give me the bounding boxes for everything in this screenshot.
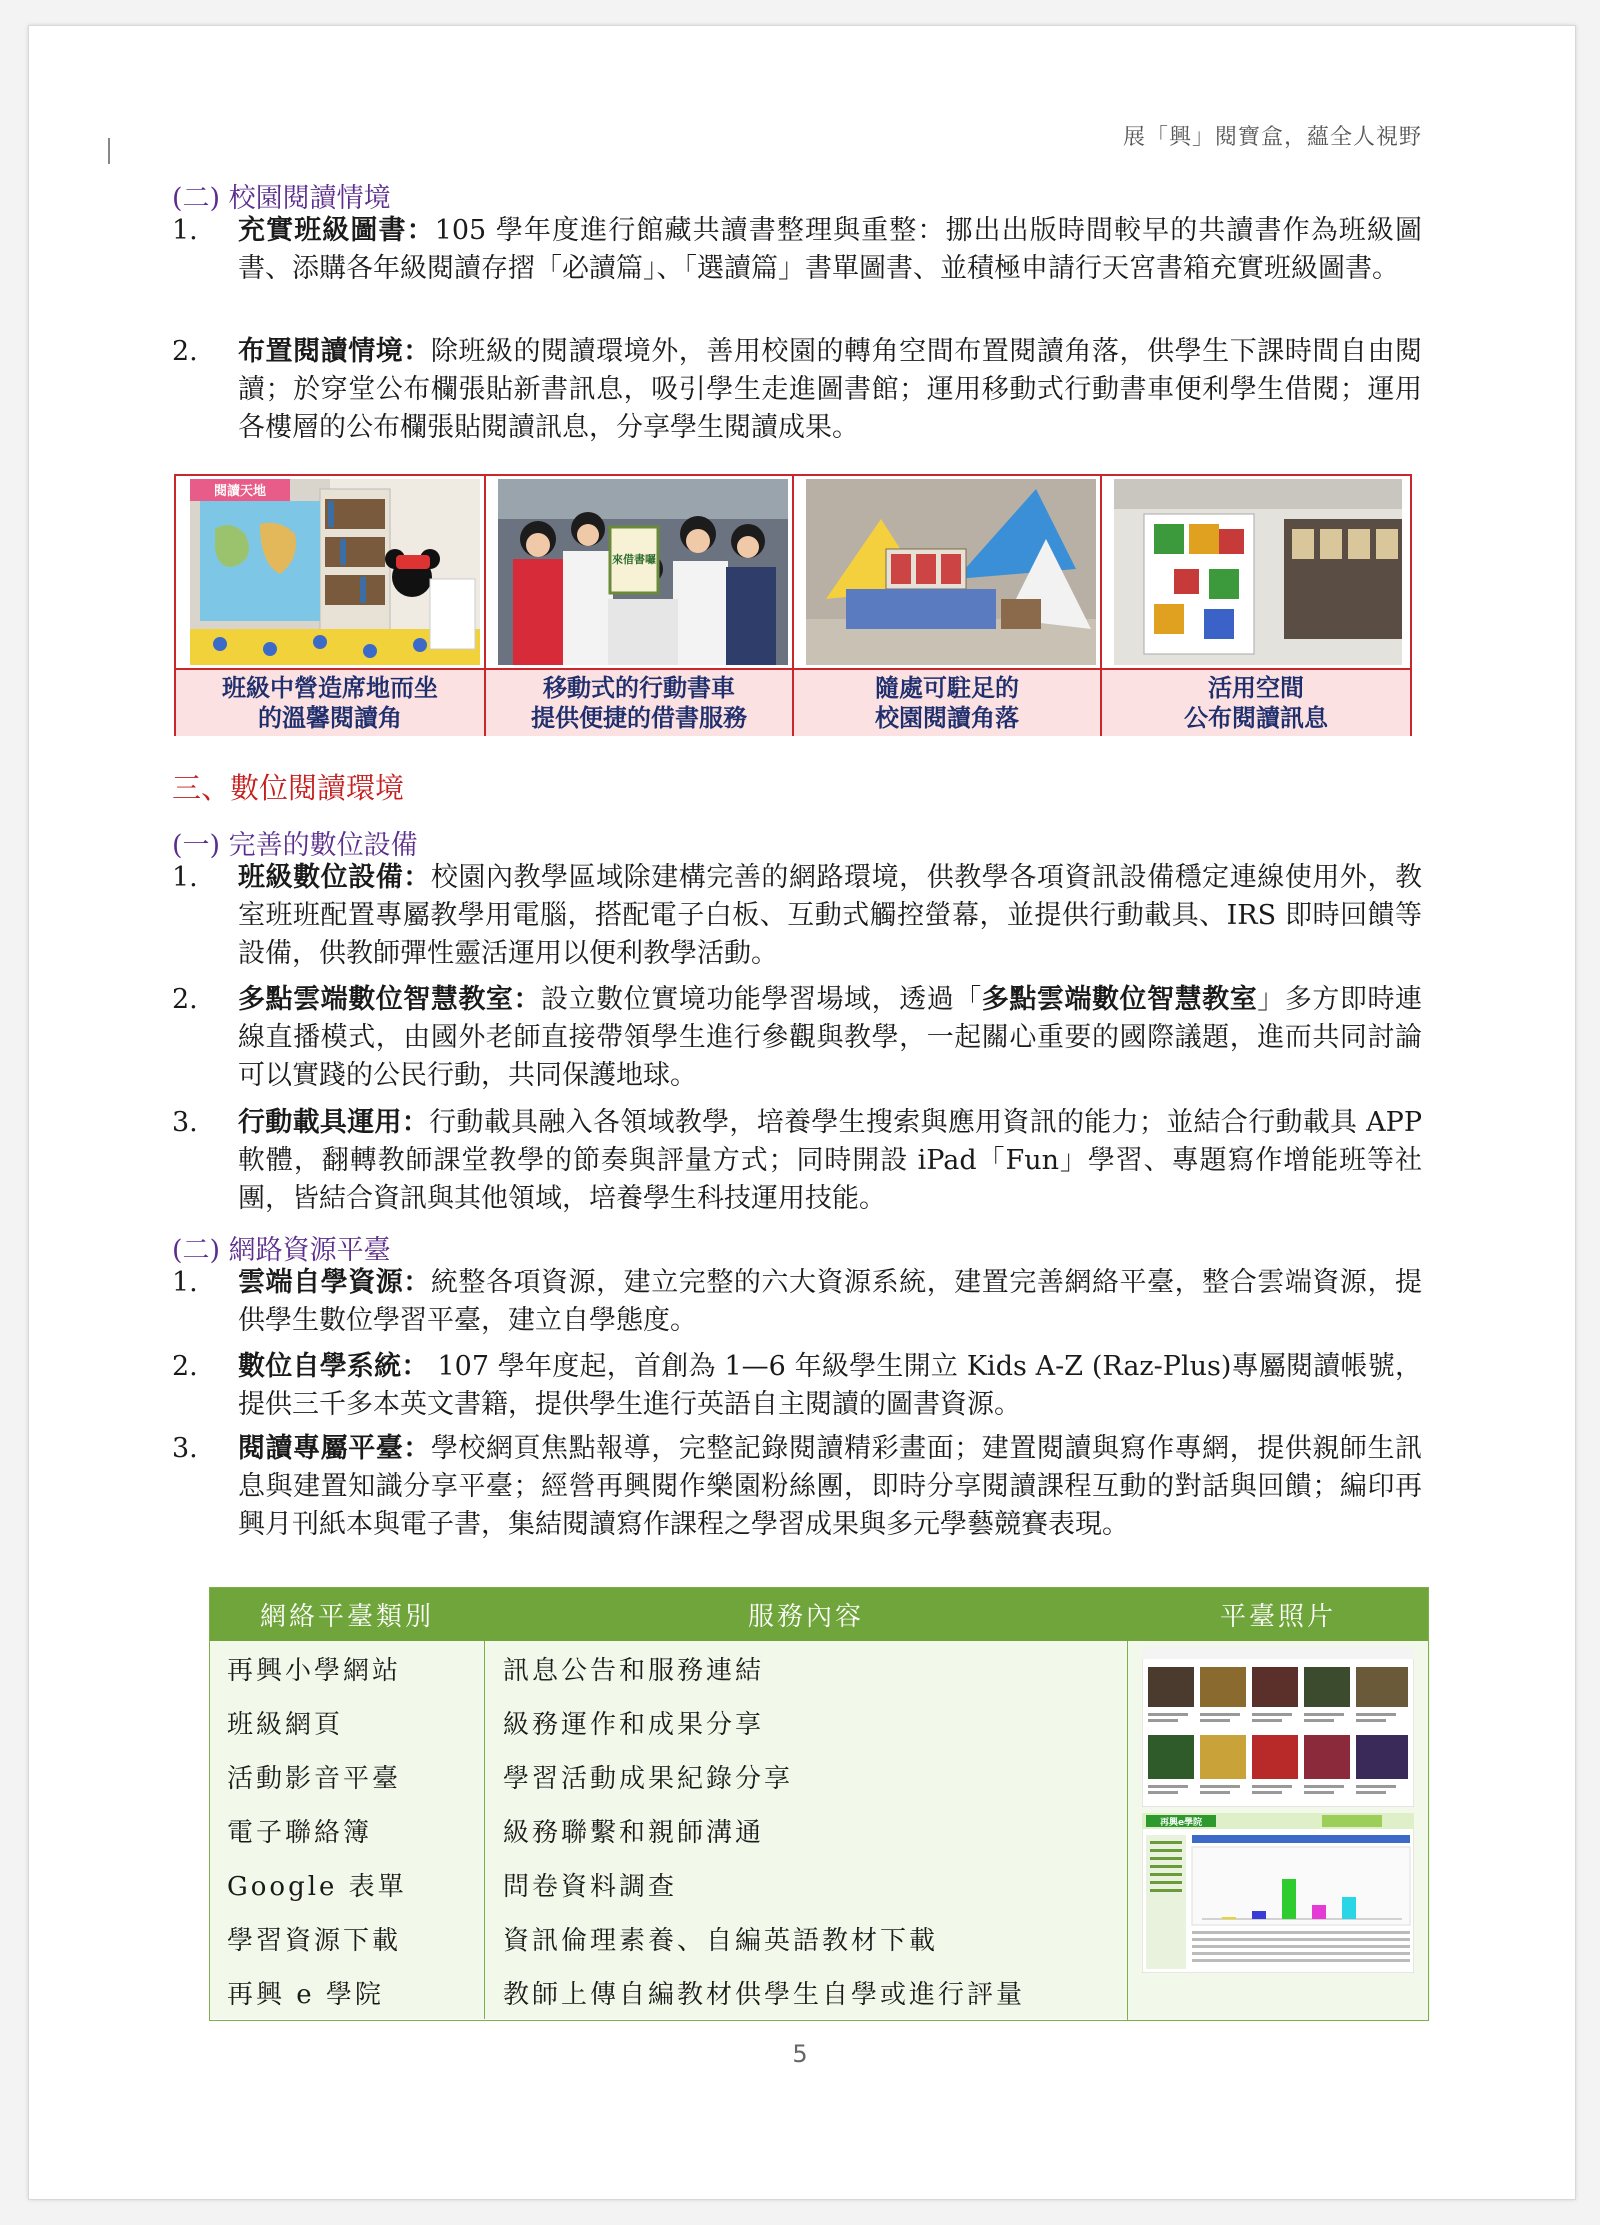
table-row — [209, 1695, 1127, 1750]
photo-bulletin-board — [1114, 479, 1402, 665]
photo-caption-row — [176, 668, 1410, 736]
item-number: 1. — [172, 1267, 198, 1298]
table-row — [209, 1803, 1127, 1858]
elearning-logo: 再興e學院 — [1159, 1818, 1203, 1828]
section-title-digital: 三、數位閱讀環境 — [172, 771, 405, 805]
cell-category: 再興小學網站 — [209, 1641, 485, 1695]
caption-line: 移動式的行動書車 — [543, 674, 735, 702]
item-text: 學校網頁焦點報導，完整記錄閱讀精彩畫面；建置閱讀與寫作專網，提供親師生訊息與建置知識分享平臺；經營再興閱作樂園粉絲團，即時分享閱讀課程互動的對話與回饋；編印再興月刊紙本與電子書，集結閱讀寫作課程之學習成果與多元學藝競賽表現。 — [238, 1433, 1423, 1540]
platform-table — [209, 1587, 1429, 2021]
item-term: 多點雲端數位智慧教室： — [238, 984, 542, 1015]
item-term: 閱讀專屬平臺： — [238, 1433, 431, 1464]
sign-cart: 來借書囉 — [612, 553, 656, 566]
cell-service: 問卷資料調查 — [503, 1871, 678, 1902]
cell-service: 學習活動成果紀錄分享 — [503, 1763, 794, 1794]
subheading-digital-devices: (一) 完善的數位設備 — [172, 830, 418, 861]
subheading-network-platform: (二) 網路資源平臺 — [172, 1235, 391, 1266]
item-text: 行動載具融入各領域教學，培養學生搜索與應用資訊的能力；並結合行動載具 APP 軟體，翻轉教師課堂教學的節奏與評量方式；同時開設 iPad「Fun」學習、專題寫作增能班等社團，皆結合資訊與其他領域，培養學生科技運用技能。 — [238, 1107, 1423, 1214]
cell-category: 再興 e 學院 — [209, 1965, 485, 2019]
item-number: 2. — [172, 984, 198, 1015]
cell-category: 班級網頁 — [209, 1695, 485, 1749]
cell-service: 級務運作和成果分享 — [503, 1709, 765, 1740]
photo-caption — [794, 670, 1100, 736]
photo-reading-corner — [190, 479, 480, 665]
platform-photo-cell — [1127, 1641, 1430, 2021]
photo-campus-corner — [806, 479, 1096, 665]
column-header-photo: 平臺照片 — [1219, 1601, 1336, 1632]
column-header-category: 網絡平臺類別 — [259, 1601, 434, 1632]
photo-divider — [792, 476, 794, 668]
cell-category: 電子聯絡簿 — [209, 1803, 485, 1857]
caption-line: 班級中營造席地而坐 — [222, 674, 438, 702]
item-text: 除班級的閱讀環境外，善用校園的轉角空間布置閱讀角落，供學生下課時間自由閱讀；於穿堂公布欄張貼新書訊息，吸引學生走進圖書館；運用移動式行動書車便利學生借閱；運用各樓層的公布欄張貼閱讀訊息，分享學生閱讀成果。 — [238, 336, 1423, 443]
list-item — [172, 1430, 1422, 1544]
running-header: 展「興」閱寶盒，蘊全人視野 — [1122, 125, 1422, 150]
cell-category: Google 表單 — [209, 1857, 485, 1911]
cell-service: 級務聯繫和親師溝通 — [503, 1817, 765, 1848]
item-number: 1. — [172, 862, 198, 893]
photo-caption — [176, 670, 484, 736]
item-term: 行動載具運用： — [238, 1107, 430, 1138]
cell-service: 訊息公告和服務連結 — [503, 1655, 765, 1686]
item-text: 設立數位實境功能學習場域，透過「 — [541, 984, 982, 1015]
cell-category: 學習資源下載 — [209, 1911, 485, 1965]
caption-line: 提供便捷的借書服務 — [531, 704, 747, 732]
sign-reading-corner: 閱讀天地 — [213, 484, 267, 499]
list-item — [172, 1264, 1422, 1340]
item-text: 統整各項資源，建立完整的六大資源系統，建置完善網絡平臺，整合雲端資源，提供學生數位學習平臺，建立自學態度。 — [238, 1267, 1423, 1336]
item-number: 2. — [172, 1351, 198, 1382]
column-header-service: 服務內容 — [747, 1601, 864, 1632]
subheading-campus-reading: (二) 校園閱讀情境 — [172, 183, 391, 214]
item-term: 布置閱讀情境： — [238, 336, 431, 367]
cell-category: 活動影音平臺 — [209, 1749, 485, 1803]
margin-mark — [108, 138, 110, 164]
caption-line: 公布閱讀訊息 — [1184, 704, 1328, 732]
caption-line: 的溫馨閱讀角 — [258, 704, 402, 732]
photo-caption — [486, 670, 792, 736]
item-text: 107 學年度起，首創為 1—6 年級學生開立 Kids A-Z (Raz-Plus)專屬閱讀帳號，提供三千多本英文書籍，提供學生進行英語自主閱讀的圖書資源。 — [238, 1351, 1422, 1420]
caption-line: 校園閱讀角落 — [875, 704, 1019, 732]
caption-line: 活用空間 — [1208, 674, 1304, 702]
item-number: 2. — [172, 336, 198, 367]
item-number: 3. — [172, 1433, 198, 1464]
photo-book-cart — [498, 479, 788, 665]
list-item — [172, 333, 1422, 447]
item-text: 」多方即時連線直播模式，由國外老師直接帶領學生進行參觀與教學，一起關心重要的國際議題，進而共同討論可以實踐的公民行動，共同保護地球。 — [238, 984, 1423, 1091]
list-item — [172, 1348, 1422, 1424]
item-term: 班級數位設備： — [238, 862, 431, 893]
elearning-screenshot — [1142, 1813, 1414, 1973]
list-item — [172, 859, 1422, 973]
photo-strip — [174, 474, 1412, 736]
table-row — [209, 1857, 1127, 1912]
list-item — [172, 981, 1422, 1095]
table-header — [209, 1587, 1429, 1641]
item-term: 雲端自學資源： — [238, 1267, 431, 1298]
list-item — [172, 212, 1422, 288]
table-row — [209, 1965, 1127, 2019]
item-number: 3. — [172, 1107, 198, 1138]
caption-line: 隨處可駐足的 — [875, 674, 1019, 702]
table-row — [209, 1911, 1127, 1966]
item-term: 充實班級圖書： — [238, 215, 435, 246]
photo-divider — [1100, 476, 1102, 668]
cell-service: 教師上傳自編教材供學生自學或進行評量 — [503, 1979, 1026, 2010]
table-row — [209, 1641, 1127, 1696]
table-row — [209, 1749, 1127, 1804]
website-screenshot — [1142, 1647, 1414, 1807]
list-item — [172, 1104, 1422, 1218]
photo-divider — [484, 476, 486, 668]
item-bold-phrase: 多點雲端數位智慧教室 — [981, 984, 1258, 1015]
page-number: 5 — [792, 2040, 808, 2068]
item-text: 105 學年度進行館藏共讀書整理與重整：挪出出版時間較早的共讀書作為班級圖書、添購各年級閱讀存摺「必讀篇」、「選讀篇」書單圖書、並積極申請行天宮書箱充實班級圖書。 — [238, 215, 1423, 284]
item-term: 數位自學系統： — [238, 1351, 429, 1382]
photo-caption — [1102, 670, 1410, 736]
item-number: 1. — [172, 215, 198, 246]
cell-service: 資訊倫理素養、自編英語教材下載 — [503, 1925, 939, 1956]
item-text: 校園內教學區域除建構完善的網路環境，供教學各項資訊設備穩定連線使用外，教室班班配置專屬教學用電腦，搭配電子白板、互動式觸控螢幕，並提供行動載具、IRS 即時回饋等設備，供教師彈性靈活運用以便利教學活動。 — [238, 862, 1423, 969]
